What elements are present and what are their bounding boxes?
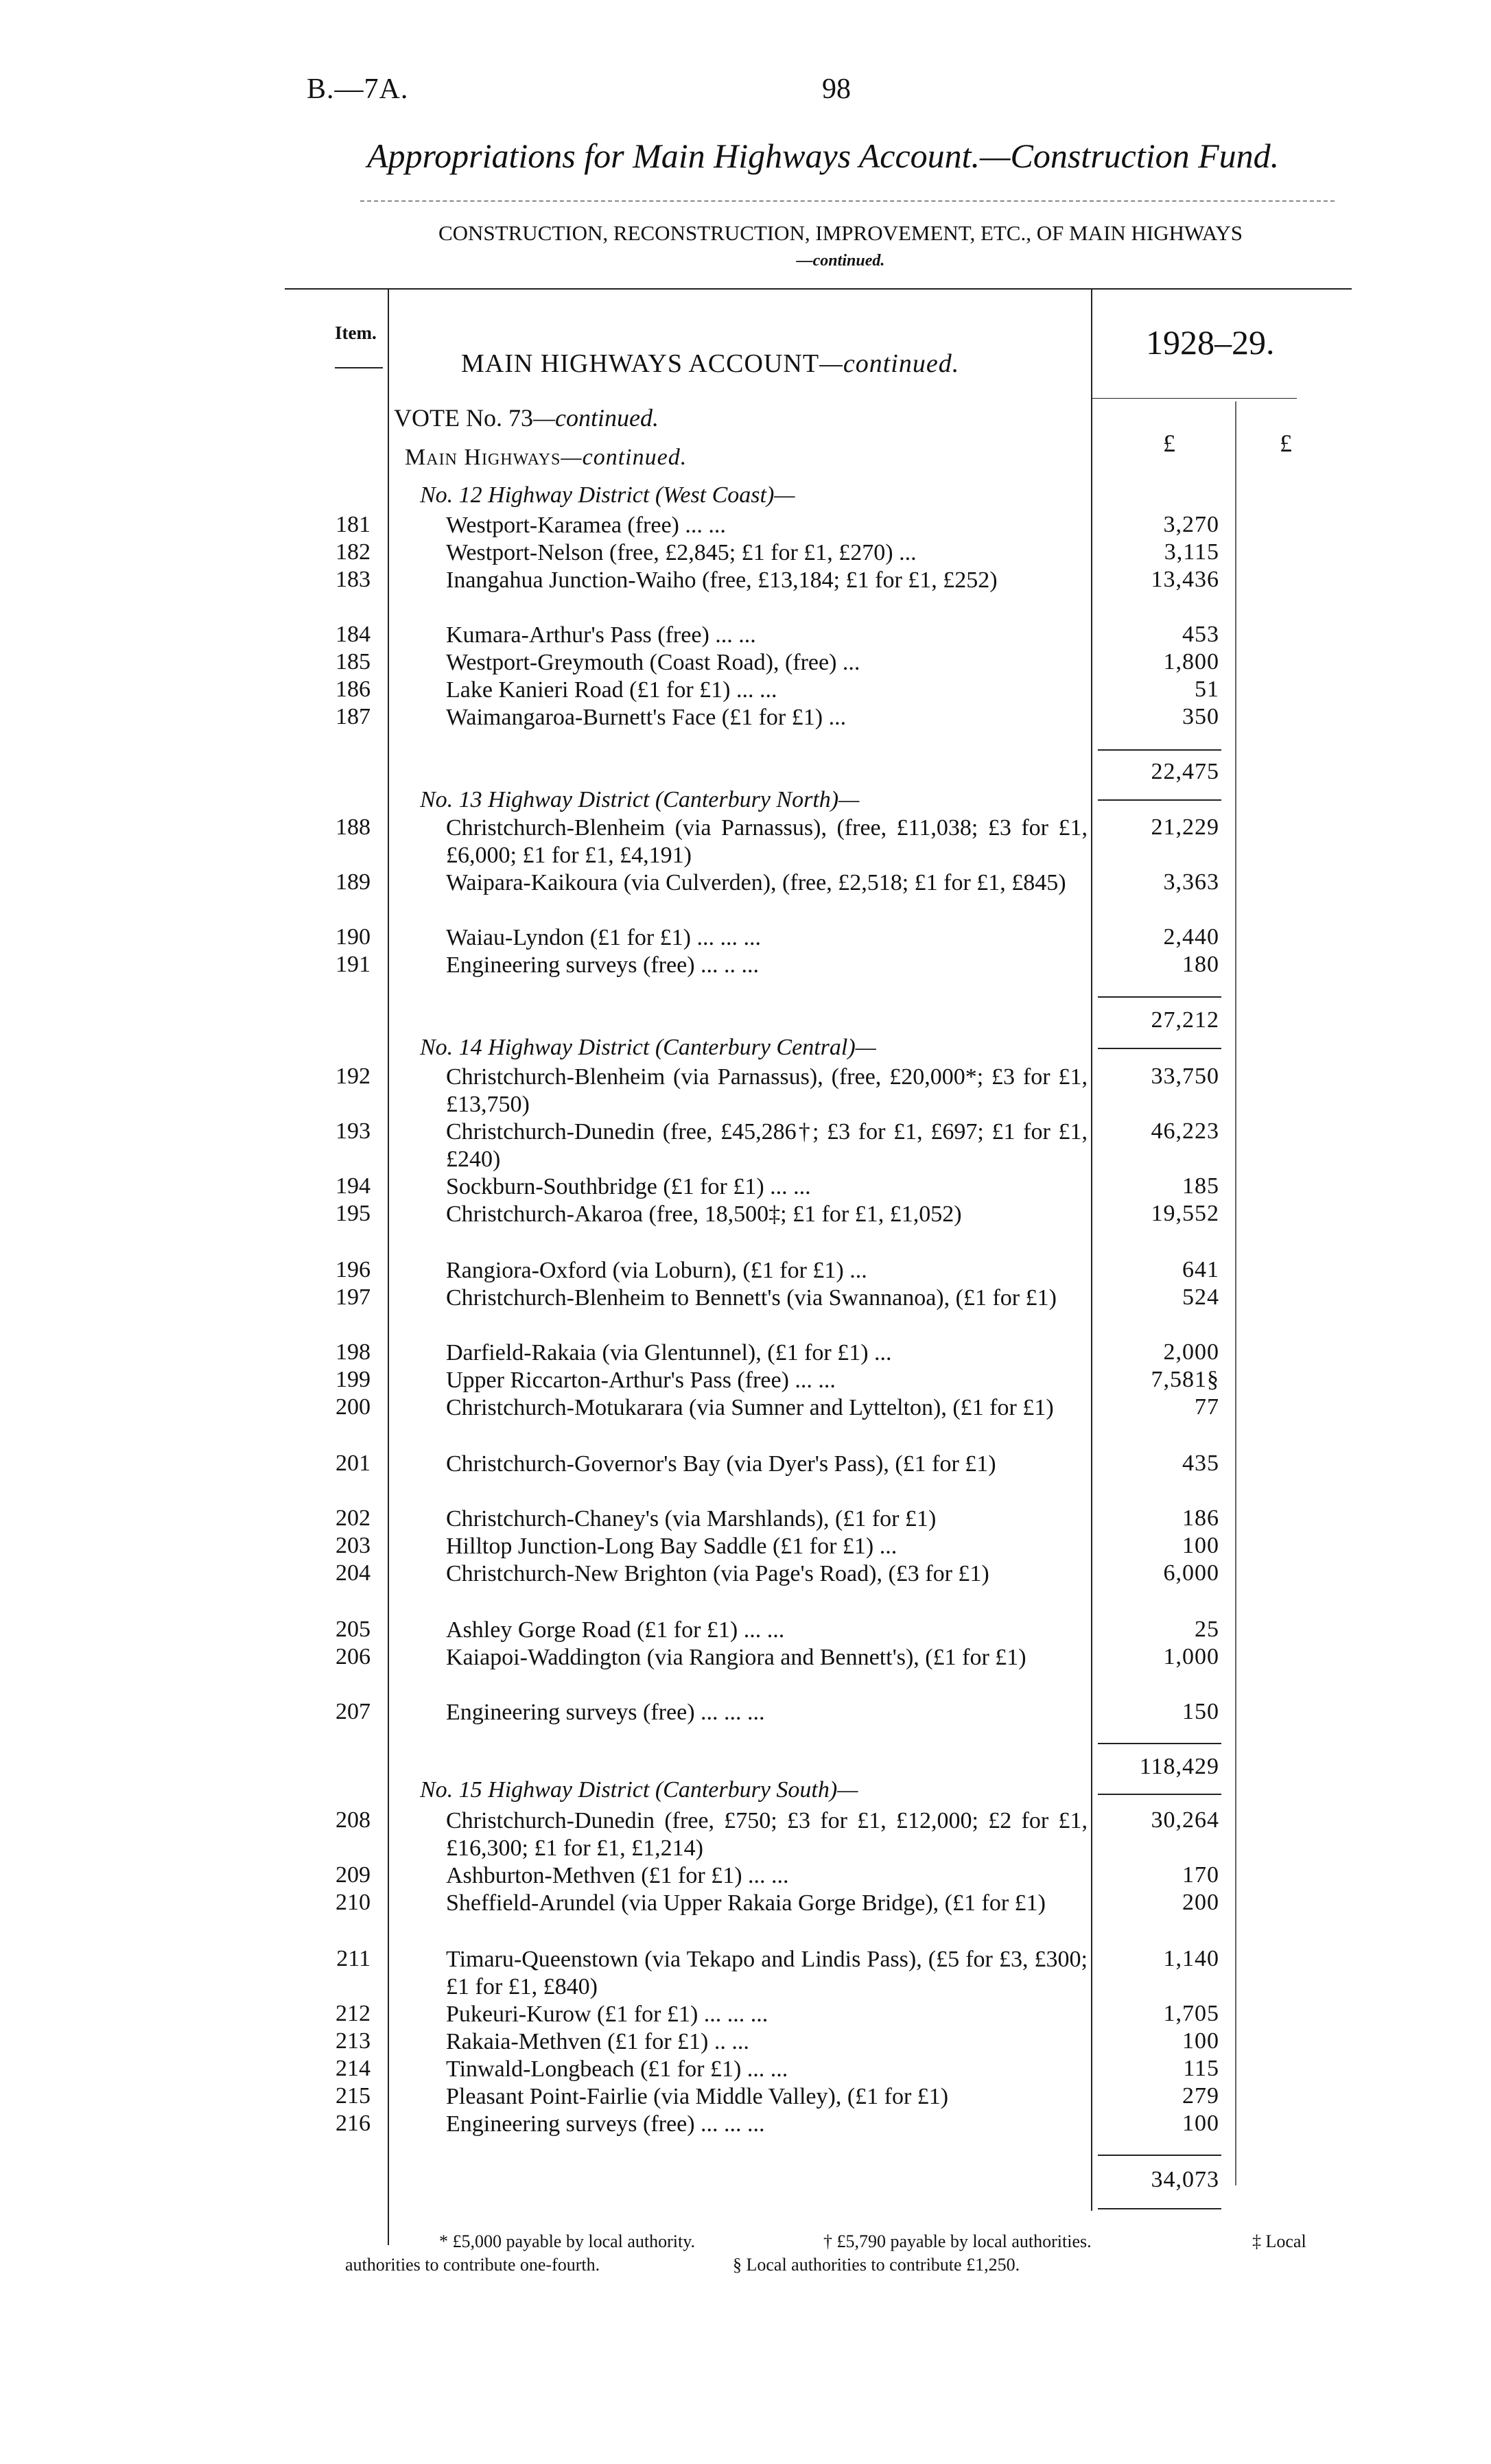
item-number: 207 (336, 1699, 371, 1724)
item-amount: 1,140 (1163, 1946, 1219, 1971)
item-number: 197 (336, 1284, 371, 1310)
item-number: 198 (336, 1339, 371, 1365)
item-number: 193 (336, 1118, 371, 1144)
item-number: 206 (336, 1644, 371, 1669)
item-column-rule (388, 290, 389, 2245)
item-description: Tinwald-Longbeach (£1 for £1) ... ... (446, 2056, 788, 2082)
item-number: 202 (336, 1505, 371, 1531)
item-amount: 350 (1182, 704, 1219, 729)
footnote-section: § Local authorities to contribute £1,250. (733, 2255, 1020, 2275)
item-amount: 170 (1182, 1862, 1219, 1888)
item-amount: 2,000 (1163, 1339, 1219, 1365)
item-number: 189 (336, 869, 371, 895)
vote-heading (394, 403, 659, 432)
item-description: Westport-Karamea (free) ... ... (446, 513, 726, 538)
item-number: 216 (336, 2111, 371, 2136)
item-number: 188 (336, 814, 371, 840)
district-total: 34,073 (1151, 2167, 1219, 2192)
amount-column-rule (1091, 290, 1092, 2211)
item-description: Kumara-Arthur's Pass (free) ... ... (446, 622, 756, 648)
item-description: Waimangaroa-Burnett's Face (£1 for £1) ... (446, 705, 847, 730)
item-description: Christchurch-Governor's Bay (via Dyer's Pass), (£1 for £1) (446, 1451, 996, 1477)
item-number: 184 (336, 622, 371, 647)
item-description: Engineering surveys (free) ... .. ... (446, 952, 760, 978)
item-number: 203 (336, 1533, 371, 1558)
item-amount: 180 (1182, 952, 1219, 977)
section-heading: CONSTRUCTION, RECONSTRUCTION, IMPROVEMENT, ETC., OF MAIN HIGHWAYS (438, 221, 1243, 245)
item-description: Christchurch-Dunedin (free, £45,286†; £3 for £1, £697; £1 for £1, £240) (446, 1119, 1088, 1172)
item-number: 183 (336, 567, 371, 592)
item-amount: 51 (1195, 677, 1219, 702)
document-code: B.—7A. (307, 73, 409, 105)
item-description: Christchurch-Blenheim (via Parnassus), (free, £11,038; £3 for £1, £6,000; £1 for £1, £4,191) (446, 815, 1088, 868)
item-amount: 77 (1195, 1394, 1219, 1420)
item-description: Timaru-Queenstown (via Tekapo and Lindis Pass), (£5 for £3, £300; £1 for £1, £840) (446, 1947, 1088, 1999)
item-number: 215 (336, 2083, 371, 2109)
item-number: 214 (336, 2056, 371, 2081)
year-column-header: 1928–29. (1146, 323, 1275, 362)
main-highways-heading (405, 445, 687, 471)
footnote-double-dagger-cont: authorities to contribute one-fourth. (345, 2255, 600, 2275)
item-amount: 100 (1182, 2028, 1219, 2054)
subtotal-rule (1098, 996, 1221, 998)
vote-label: VOTE No. 73 (394, 404, 533, 432)
item-amount: 100 (1182, 2111, 1219, 2136)
table-top-rule (285, 288, 1352, 290)
subtotal-rule (1098, 749, 1221, 751)
item-description: Christchurch-Motukarara (via Sumner and Lyttelton), (£1 for £1) (446, 1395, 1054, 1420)
item-description: Christchurch-Chaney's (via Marshlands), (£1 for £1) (446, 1506, 937, 1532)
item-amount: 1,000 (1163, 1644, 1219, 1669)
item-description: Inangahua Junction-Waiho (free, £13,184; £1 for £1, £252) (446, 567, 998, 593)
item-amount: 186 (1182, 1505, 1219, 1531)
item-description: Hilltop Junction-Long Bay Saddle (£1 for £1) ... (446, 1534, 897, 1559)
subtotal-rule (1098, 1048, 1221, 1049)
item-amount: 150 (1182, 1699, 1219, 1724)
district-total: 22,475 (1151, 759, 1219, 784)
item-number: 200 (336, 1394, 371, 1420)
item-description: Upper Riccarton-Arthur's Pass (free) ... ... (446, 1368, 836, 1393)
item-amount: 1,705 (1163, 2001, 1219, 2026)
item-amount: 3,270 (1163, 512, 1219, 537)
item-amount: 185 (1182, 1173, 1219, 1199)
item-description: Waiau-Lyndon (£1 for £1) ... ... ... (446, 925, 761, 950)
item-amount: 641 (1182, 1257, 1219, 1282)
year-underline (1091, 398, 1297, 399)
district-title: No. 14 Highway District (Canterbury Central)— (420, 1035, 876, 1060)
item-column-header: Item. (335, 322, 377, 343)
subtotal-rule (1098, 799, 1221, 801)
item-description: Kaiapoi-Waddington (via Rangiora and Bennett's), (£1 for £1) (446, 1645, 1026, 1670)
item-amount: 435 (1182, 1451, 1219, 1476)
item-amount: 25 (1195, 1617, 1219, 1642)
item-amount: 200 (1182, 1890, 1219, 1915)
subtotal-rule (1098, 2155, 1221, 2156)
item-description: Westport-Greymouth (Coast Road), (free) ... (446, 650, 860, 675)
item-amount: 46,223 (1151, 1118, 1219, 1144)
item-amount: 6,000 (1163, 1560, 1219, 1586)
item-description: Lake Kanieri Road (£1 for £1) ... ... (446, 677, 777, 703)
item-number: 199 (336, 1367, 371, 1392)
footnote-star: * £5,000 payable by local authority. (439, 2231, 696, 2251)
item-amount: 19,552 (1151, 1201, 1219, 1226)
district-title: No. 13 Highway District (Canterbury North)— (420, 787, 860, 812)
item-number: 208 (336, 1807, 371, 1833)
page-number: 98 (822, 73, 851, 105)
item-number: 185 (336, 649, 371, 674)
main-highways-label: Main Highways (405, 445, 561, 470)
item-number: 195 (336, 1201, 371, 1226)
section-heading-continued: —continued. (796, 252, 885, 270)
subtotal-rule (1098, 1794, 1221, 1795)
item-number: 212 (336, 2001, 371, 2026)
item-number: 187 (336, 704, 371, 729)
item-description: Christchurch-Akaroa (free, 18,500‡; £1 for £1, £1,052) (446, 1201, 962, 1227)
account-heading (461, 349, 959, 379)
item-amount: 453 (1182, 622, 1219, 647)
item-amount: 279 (1182, 2083, 1219, 2109)
item-amount: 3,115 (1164, 539, 1219, 565)
item-number: 192 (336, 1064, 371, 1089)
item-description: Ashburton-Methven (£1 for £1) ... ... (446, 1863, 789, 1888)
item-number: 182 (336, 539, 371, 565)
item-number: 201 (336, 1451, 371, 1476)
item-description: Engineering surveys (free) ... ... ... (446, 1700, 765, 1725)
account-title: MAIN HIGHWAYS ACCOUNT (461, 349, 820, 378)
footnote-double-dagger: ‡ Local (1252, 2231, 1306, 2251)
item-amount: 524 (1182, 1284, 1219, 1310)
item-amount: 115 (1183, 2056, 1219, 2081)
district-title: No. 15 Highway District (Canterbury South)— (420, 1777, 858, 1803)
item-description: Sheffield-Arundel (via Upper Rakaia Gorge Bridge), (£1 for £1) (446, 1890, 1046, 1916)
item-number: 181 (336, 512, 371, 537)
title-divider (360, 200, 1335, 202)
vote-continued: —continued. (532, 404, 659, 432)
item-amount: 7,581§ (1151, 1367, 1219, 1392)
item-description: Christchurch-Blenheim to Bennett's (via Swannanoa), (£1 for £1) (446, 1285, 1057, 1311)
page-title: Appropriations for Main Highways Account.—Construction Fund. (367, 137, 1280, 175)
item-number: 213 (336, 2028, 371, 2054)
item-number: 211 (336, 1946, 371, 1971)
district-total: 27,212 (1151, 1007, 1219, 1033)
item-number: 196 (336, 1257, 371, 1282)
item-number: 194 (336, 1173, 371, 1199)
item-description: Pukeuri-Kurow (£1 for £1) ... ... ... (446, 2002, 768, 2027)
subtotal-rule (1098, 1743, 1221, 1744)
item-number: 204 (336, 1560, 371, 1586)
total-column-rule (1235, 401, 1236, 2185)
item-description: Darfield-Rakaia (via Glentunnel), (£1 for £1) ... (446, 1340, 892, 1365)
item-amount: 100 (1182, 1533, 1219, 1558)
item-description: Ashley Gorge Road (£1 for £1) ... ... (446, 1617, 785, 1643)
district-title: No. 12 Highway District (West Coast)— (420, 482, 795, 508)
subtotal-rule (1098, 2208, 1221, 2209)
item-description: Christchurch-New Brighton (via Page's Road), (£3 for £1) (446, 1561, 989, 1586)
main-highways-continued: —continued. (561, 445, 688, 470)
item-description: Pleasant Point-Fairlie (via Middle Valley), (£1 for £1) (446, 2084, 949, 2109)
item-amount: 30,264 (1151, 1807, 1219, 1833)
item-number: 205 (336, 1617, 371, 1642)
item-description: Westport-Nelson (free, £2,845; £1 for £1, £270) ... (446, 540, 917, 565)
pound-label-amount: £ (1163, 430, 1175, 457)
item-description: Christchurch-Blenheim (via Parnassus), (free, £20,000*; £3 for £1, £13,750) (446, 1064, 1088, 1117)
item-description: Sockburn-Southbridge (£1 for £1) ... ... (446, 1174, 811, 1199)
item-amount: 13,436 (1151, 567, 1219, 592)
item-number: 186 (336, 677, 371, 702)
item-description: Waipara-Kaikoura (via Culverden), (free, £2,518; £1 for £1, £845) (446, 870, 1066, 895)
pound-label-total: £ (1280, 430, 1292, 457)
item-amount: 21,229 (1151, 814, 1219, 840)
item-description: Christchurch-Dunedin (free, £750; £3 for £1, £12,000; £2 for £1, £16,300; £1 for £1, £1,214) (446, 1808, 1088, 1861)
account-continued: —continued. (819, 349, 960, 378)
item-description: Rakaia-Methven (£1 for £1) .. ... (446, 2029, 749, 2054)
item-header-underline (335, 367, 383, 368)
item-amount: 2,440 (1163, 924, 1219, 950)
item-number: 209 (336, 1862, 371, 1888)
item-number: 210 (336, 1890, 371, 1915)
item-amount: 1,800 (1163, 649, 1219, 674)
item-number: 190 (336, 924, 371, 950)
item-number: 191 (336, 952, 371, 977)
footnote-dagger: † £5,790 payable by local authorities. (823, 2231, 1092, 2251)
item-amount: 33,750 (1151, 1064, 1219, 1089)
item-amount: 3,363 (1163, 869, 1219, 895)
district-total: 118,429 (1139, 1754, 1219, 1779)
item-description: Rangiora-Oxford (via Loburn), (£1 for £1) ... (446, 1258, 867, 1283)
item-description: Engineering surveys (free) ... ... ... (446, 2111, 765, 2137)
